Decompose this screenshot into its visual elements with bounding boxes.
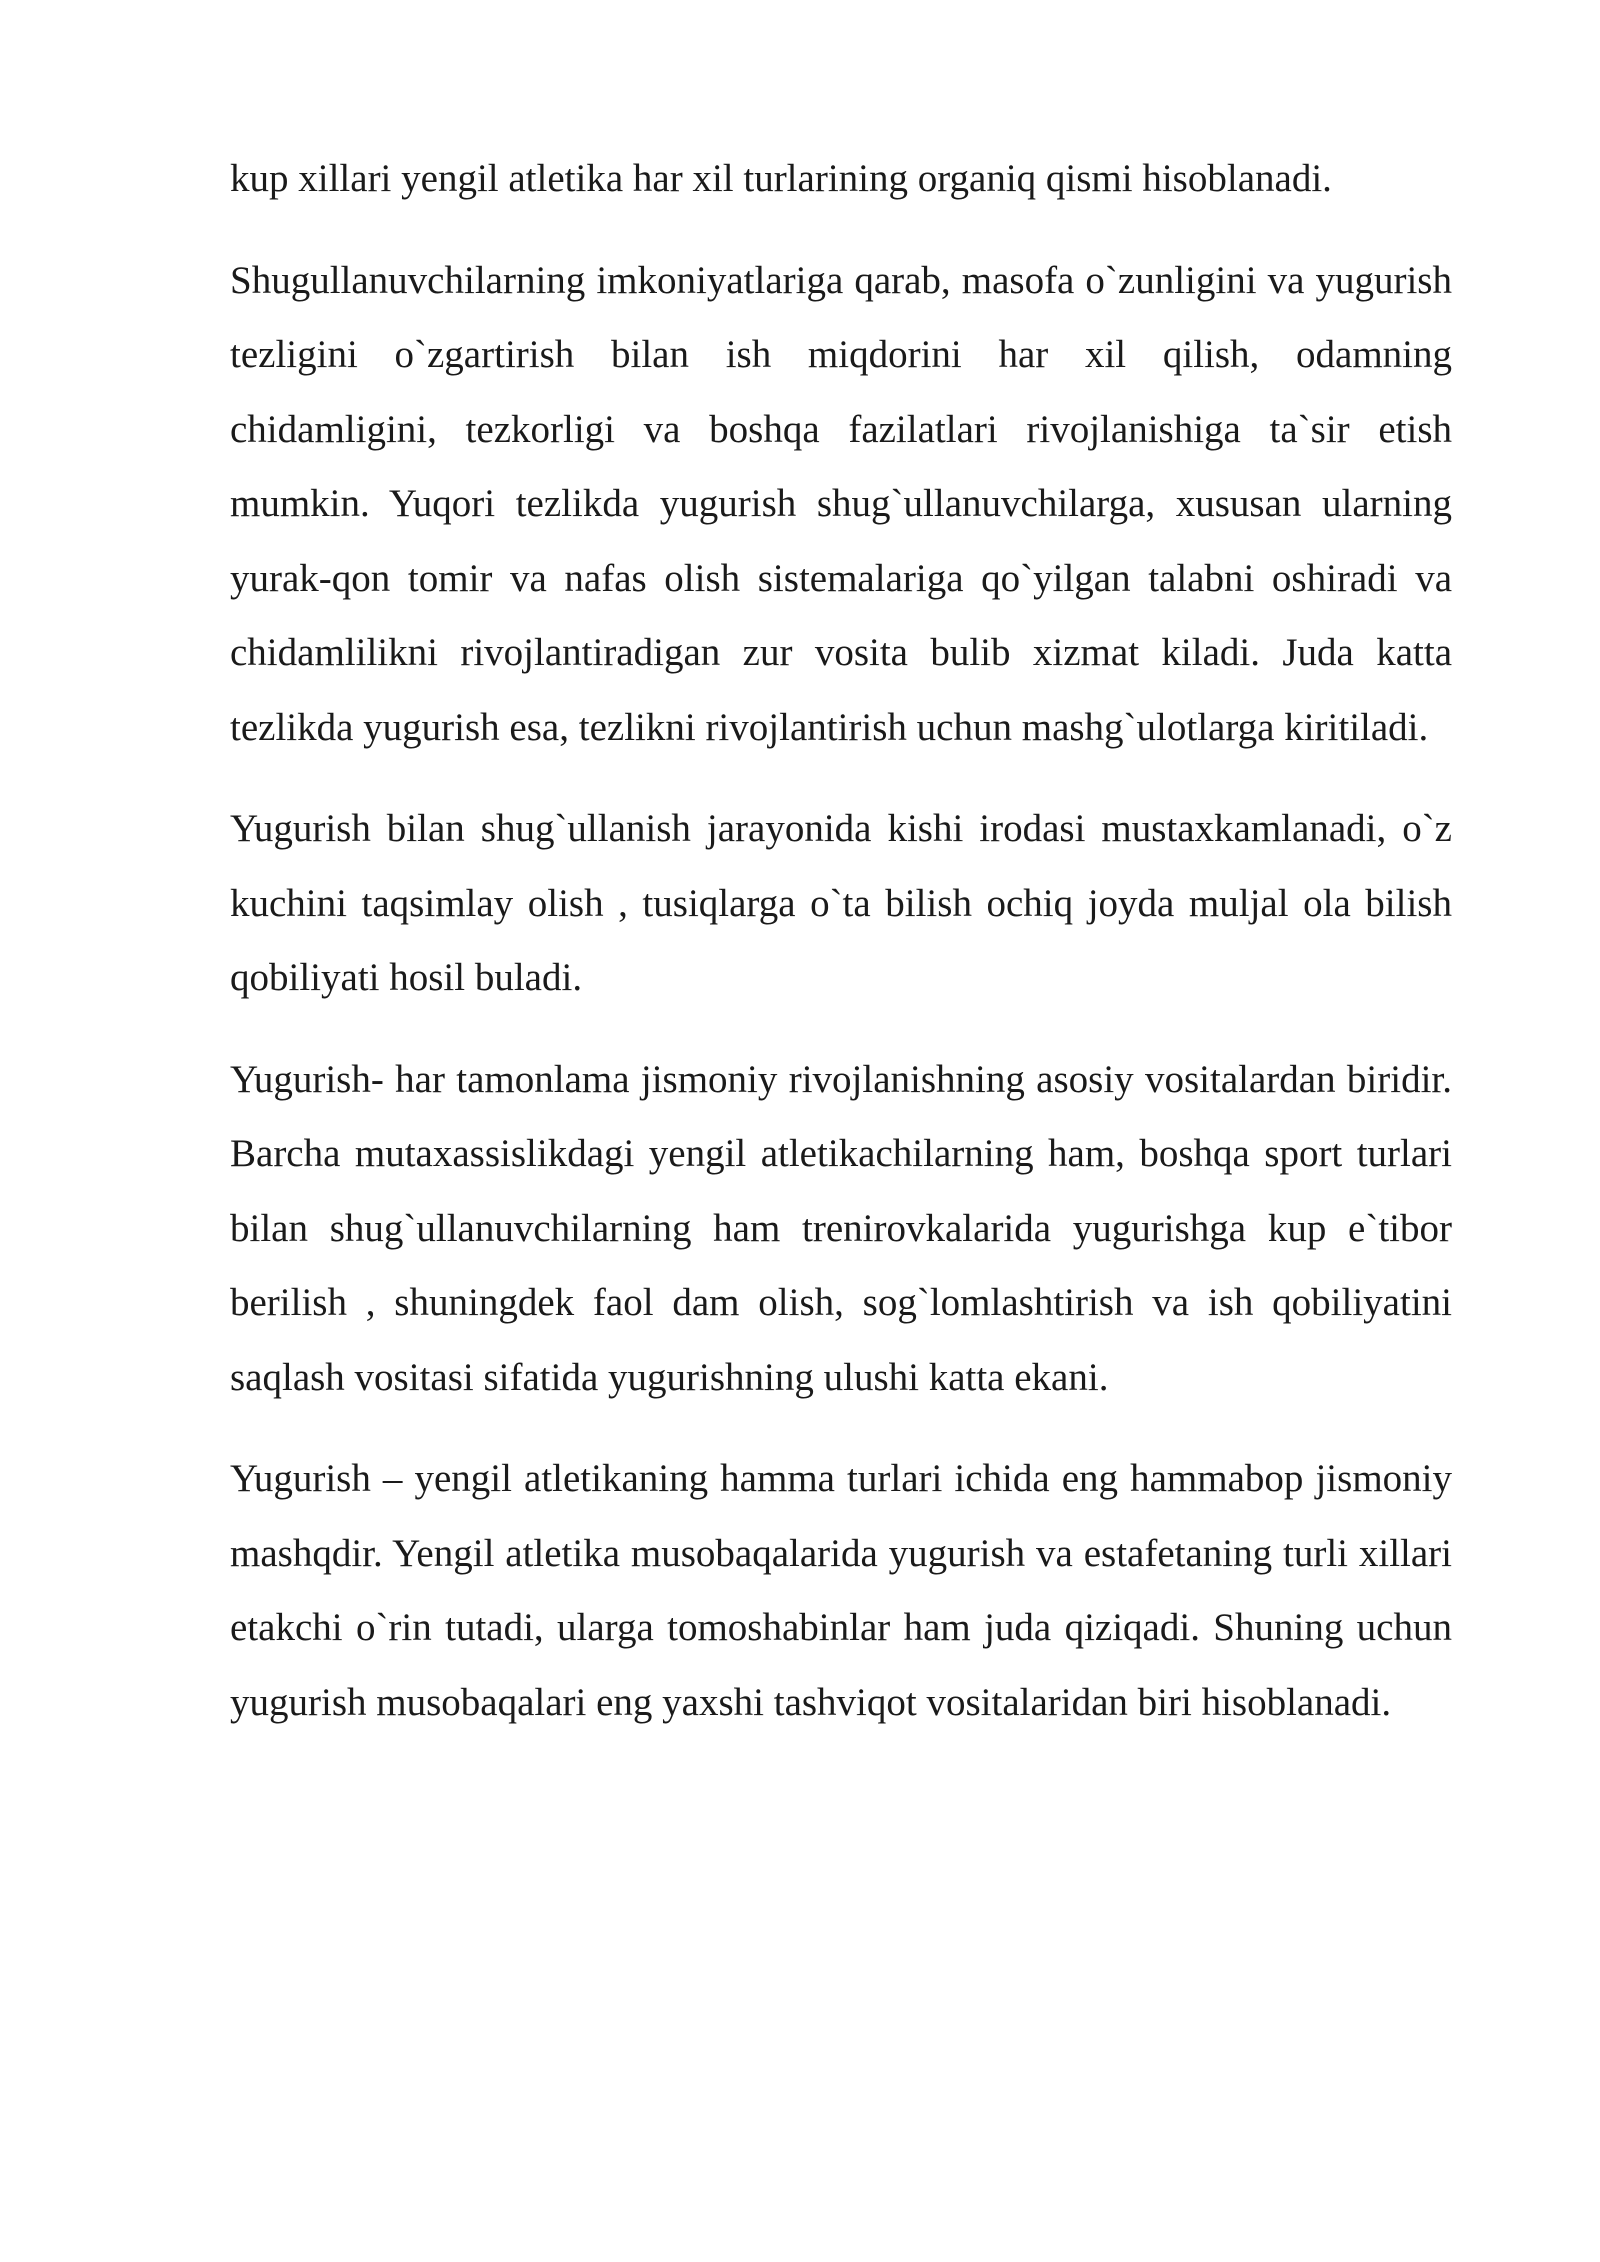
paragraph-3: Yugurish bilan shug`ullanish jarayonida kishi irodasi mustaxkamlanadi, o`z kuchini taqsimlay olish , tusiqlarga o`ta bilish ochiq joyda muljal ola bilish qobiliyati hosil buladi. bbox=[230, 807, 1452, 999]
paragraph-2: Shugullanuvchilarning imkoniyatlariga qarab, masofa o`zunligini va yugurish tezligini o`zgartirish bilan ish miqdorini har xil qilish, odamning chidamligini, tezkorligi va boshqa fazilatlari rivojlanishiga ta`sir etish mumkin. Yuqori tezlikda yugurish shug`ullanuvchilarga, xususan ularning yurak-qon tomir va nafas olish sistemalariga qo`yilgan talabni oshiradi va chidamlilikni rivojlantiradigan zur vosita bulib xizmat kiladi. Juda katta tezlikda yugurish esa, tezlikni rivojlantirish uchun mashg`ulotlarga kiritiladi. bbox=[230, 258, 1452, 749]
paragraph-5: Yugurish – yengil atletikaning hamma turlari ichida eng hammabop jismoniy mashqdir. Yengil atletika musobaqalarida yugurish va estafetaning turli xillari etakchi o`rin tutadi, ularga tomoshabinlar ham juda qiziqadi. Shuning uchun yugurish musobaqalari eng yaxshi tashviqot vositalaridan biri hisoblanadi. bbox=[230, 1457, 1452, 1724]
paragraph-4: Yugurish- har tamonlama jismoniy rivojlanishning asosiy vositalardan biridir. Barcha mutaxassislikdagi yengil atletikachilarning ham, boshqa sport turlari bilan shug`ullanuvchilarning ham trenirovkalarida yugurishga kup e`tibor berilish , shuningdek faol dam olish, sog`lomlashtirish va ish qobiliyatini saqlash vositasi sifatida yugurishning ulushi katta ekani. bbox=[230, 1057, 1452, 1399]
paragraph-1: kup xillari yengil atletika har xil turlarining organiq qismi hisoblanadi. bbox=[230, 157, 1332, 200]
document-body bbox=[230, 142, 1452, 1767]
